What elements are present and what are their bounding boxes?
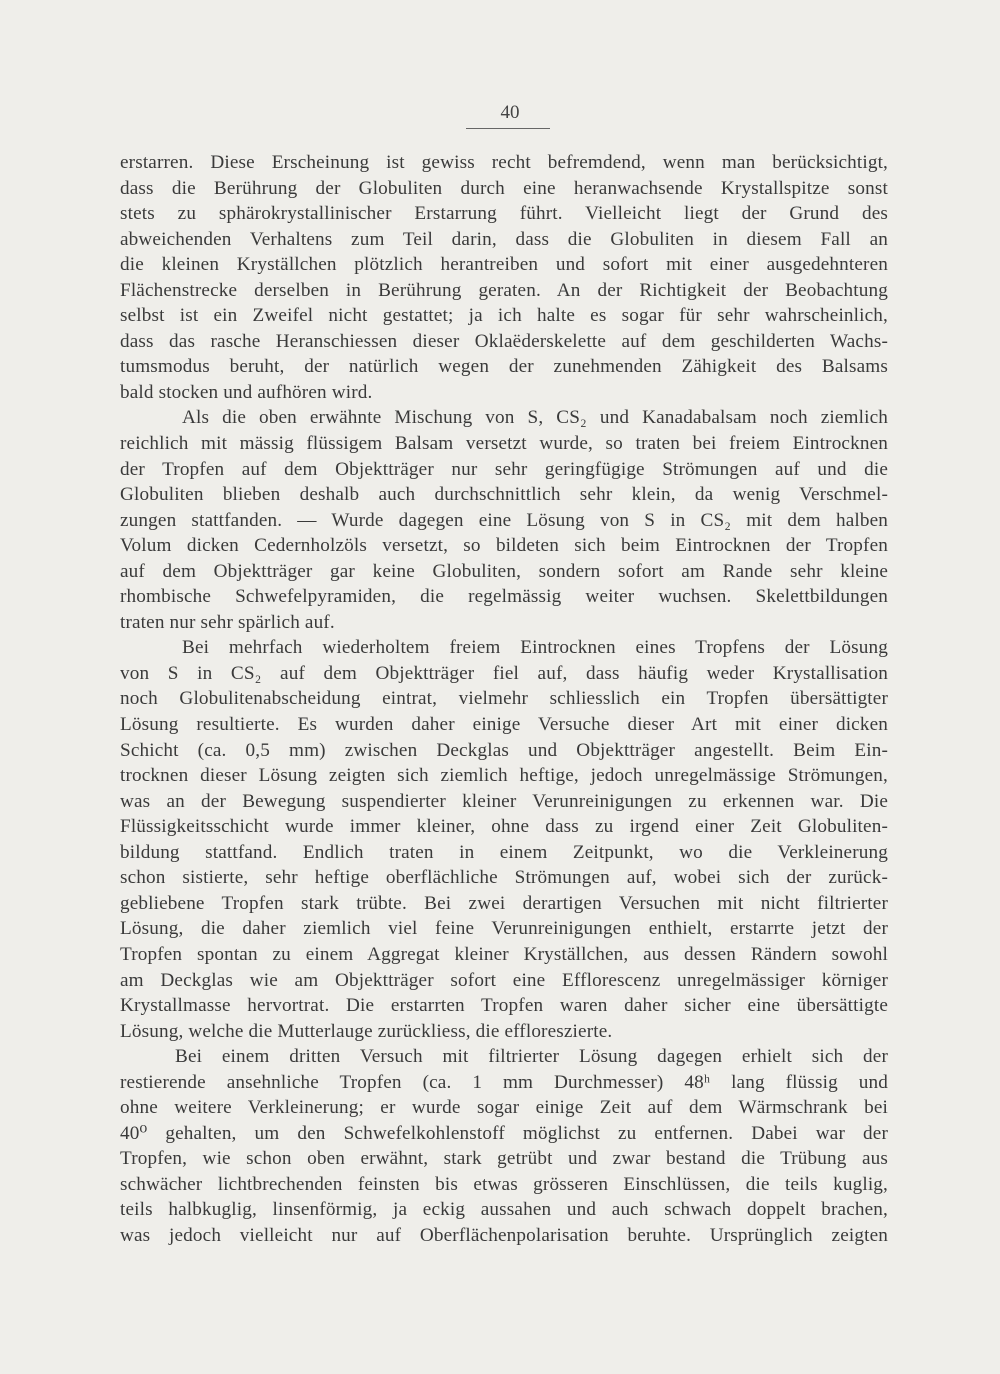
text-line: schon sistierte, sehr heftige oberflächliche Strömungen auf, wobei sich der zurück-: [120, 867, 888, 889]
text-line: Als die oben erwähnte Mischung von S, CS₂ und Kanadabalsam noch ziemlich: [182, 407, 888, 429]
text-line: erstarren. Diese Erscheinung ist gewiss recht befremdend, wenn man berücksichtigt,: [120, 152, 888, 173]
text-line: auf dem Objektträger gar keine Globuliten, sondern sofort am Rande sehr kleine: [120, 560, 888, 582]
text-line: schwächer lichtbrechenden feinsten bis etwas grösseren Einschlüssen, die teils kuglig,: [120, 1173, 888, 1195]
text-line: Lösung, welche die Mutterlauge zurückliess, die effloreszierte.: [120, 1020, 613, 1042]
text-line: 40⁰ gehalten, um den Schwefelkohlenstoff möglichst zu entfernen. Dabei war der: [120, 1122, 888, 1144]
text-line: Tropfen spontan zu einem Aggregat kleiner Kryställchen, aus dessen Rändern sowohl: [120, 943, 888, 965]
text-line: Krystallmasse hervortrat. Die erstarrten Tropfen waren daher sicher eine übersättigte: [120, 995, 888, 1017]
text-line: Volum dicken Cedernholzöls versetzt, so bildeten sich beim Eintrocknen der Tropfen: [120, 535, 888, 557]
text-line: Globuliten blieben deshalb auch durchschnittlich sehr klein, da wenig Verschmel-: [120, 484, 888, 506]
text-line: was an der Bewegung suspendierter kleiner Verunreinigungen zu erkennen war. Die: [120, 790, 888, 812]
text-line: restierende ansehnliche Tropfen (ca. 1 mm Durchmesser) 48ʰ lang flüssig und: [120, 1071, 888, 1093]
text-line: dass die Berührung der Globuliten durch eine heranwachsende Krystallspitze sonst: [120, 177, 888, 199]
text-line: teils halbkuglig, linsenförmig, ja eckig aussahen und auch schwach doppelt brachen,: [120, 1199, 888, 1221]
body-text: [120, 150, 888, 1249]
text-line: Schicht (ca. 0,5 mm) zwischen Deckglas und Objektträger angestellt. Beim Ein-: [120, 739, 888, 761]
text-line: zungen stattfanden. — Wurde dagegen eine Lösung von S in CS₂ mit dem halben: [120, 509, 888, 531]
text-line: traten nur sehr spärlich auf.: [120, 611, 335, 633]
text-line: reichlich mit mässig flüssigem Balsam versetzt wurde, so traten bei freiem Eintrocknen: [120, 433, 888, 455]
text-line: tumsmodus beruht, der natürlich wegen der zunehmenden Zähigkeit des Balsams: [120, 356, 888, 378]
text-line: noch Globulitenabscheidung eintrat, vielmehr schliesslich ein Tropfen übersättigter: [120, 688, 888, 710]
text-line: Flüssigkeitsschicht wurde immer kleiner, ohne dass zu irgend einer Zeit Globuliten-: [120, 816, 888, 838]
text-line: Lösung resultierte. Es wurden daher einige Versuche dieser Art mit einer dicken: [120, 714, 888, 736]
text-line: der Tropfen auf dem Objektträger nur sehr geringfügige Strömungen auf und die: [120, 458, 888, 480]
text-line: Lösung, die daher ziemlich viel feine Verunreinigungen enthielt, erstarrte jetzt der: [120, 918, 888, 940]
text-line: rhombische Schwefelpyramiden, die regelmässig weiter wuchsen. Skelettbildungen: [120, 586, 888, 608]
text-line: bildung stattfand. Endlich traten in einem Zeitpunkt, wo die Verkleinerung: [120, 841, 888, 863]
text-line: selbst ist ein Zweifel nicht gestattet; ja ich halte es sogar für sehr wahrscheinlich,: [120, 305, 888, 327]
page-number-rule: [466, 128, 550, 129]
text-line: Tropfen, wie schon oben erwähnt, stark getrübt und zwar bestand die Trübung aus: [120, 1148, 888, 1170]
text-line: ohne weitere Verkleinerung; er wurde sogar einige Zeit auf dem Wärmschrank bei: [120, 1097, 888, 1119]
text-line: trocknen dieser Lösung zeigten sich ziemlich heftige, jedoch unregelmässige Strömungen,: [120, 765, 888, 787]
text-line: Bei mehrfach wiederholtem freiem Eintrocknen eines Tropfens der Lösung: [182, 637, 888, 659]
text-line: dass das rasche Heranschiessen dieser Oklaëderskelette auf dem geschilderten Wachs-: [120, 330, 888, 352]
text-line: was jedoch vielleicht nur auf Oberflächenpolarisation beruhte. Ursprünglich zeigten: [120, 1224, 888, 1246]
text-line: abweichenden Verhaltens zum Teil darin, dass die Globuliten in diesem Fall an: [120, 228, 888, 250]
text-line: von S in CS₂ auf dem Objektträger fiel auf, dass häufig weder Krystallisation: [120, 662, 888, 684]
page-number: 40: [500, 102, 520, 123]
text-line: am Deckglas wie am Objektträger sofort eine Efflorescenz unregelmässiger körniger: [120, 969, 888, 991]
text-line: Flächenstrecke derselben in Berührung geraten. An der Richtigkeit der Beobachtung: [120, 279, 888, 301]
text-line: Bei einem dritten Versuch mit filtrierter Lösung dagegen erhielt sich der: [175, 1046, 888, 1068]
text-line: die kleinen Kryställchen plötzlich herantreiben und sofort mit einer ausgedehnteren: [120, 254, 888, 276]
text-line: gebliebene Tropfen stark trübte. Bei zwei derartigen Versuchen mit nicht filtrierter: [120, 892, 888, 914]
text-line: bald stocken und aufhören wird.: [120, 381, 373, 403]
text-line: stets zu sphärokrystallinischer Erstarrung führt. Vielleicht liegt der Grund des: [120, 203, 888, 225]
